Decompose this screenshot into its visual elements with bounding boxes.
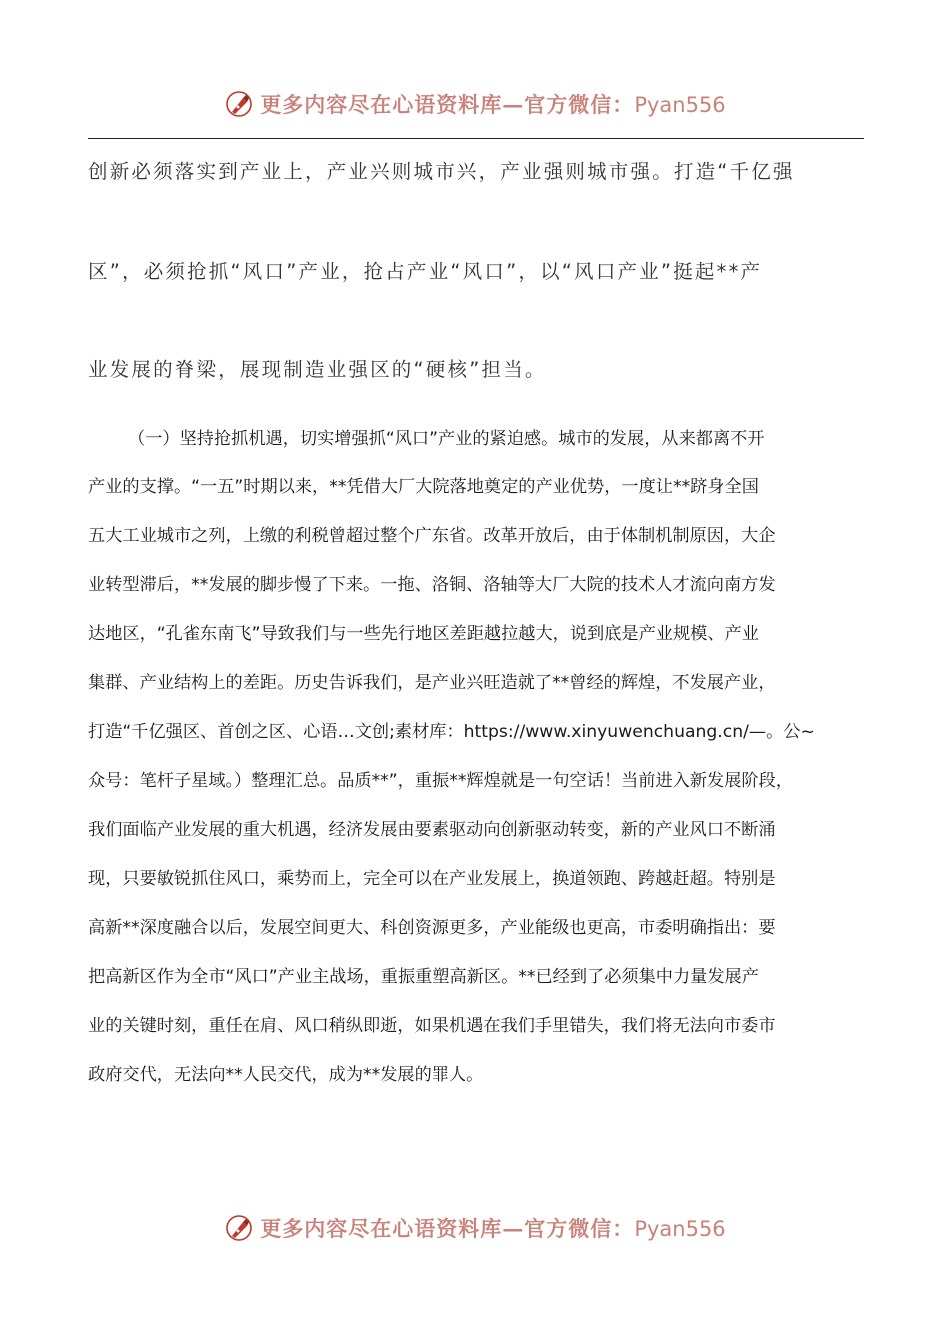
body-line: 打造“千亿强区、首创之区、心语…文创;素材库：https://www.xinyuwenchuang.cn/—。公~: [88, 722, 815, 742]
body-line: 政府交代，无法向**人民交代，成为**发展的罪人。: [88, 1065, 484, 1085]
body-line: 我们面临产业发展的重大机遇，经济发展由要素驱动向创新驱动转变，新的产业风口不断涌: [88, 820, 776, 840]
body-line: 集群、产业结构上的差距。历史告诉我们，是产业兴旺造就了**曾经的辉煌，不发展产业，: [88, 673, 776, 693]
header-divider: [88, 138, 864, 139]
body-line: 五大工业城市之列，上缴的利税曾超过整个广东省。改革开放后，由于体制机制原因，大企: [88, 526, 776, 546]
intro-line: 业发展的脊梁，展现制造业强区的“硬核”担当。: [88, 358, 547, 381]
body-line: 现，只要敏锐抓住风口，乘势而上，完全可以在产业发展上，换道领跑、跨越赶超。特别是: [88, 869, 776, 889]
wechat-id: Pyan556: [634, 1217, 726, 1241]
body-line: 业的关键时刻，重任在肩、风口稍纵即逝，如果机遇在我们手里错失，我们将无法向市委市: [88, 1016, 776, 1036]
footer-banner: [0, 1208, 950, 1248]
body-line: 产业的支撑。“一五”时期以来，**凭借大厂大院落地奠定的产业优势，一度让**跻身全国: [88, 477, 759, 497]
body-line: 高新**深度融合以后，发展空间更大、科创资源更多，产业能级也更高，市委明确指出：要: [88, 918, 776, 938]
intro-line: 区”，必须抢抓“风口”产业，抢占产业“风口”，以“风口产业”挺起**产: [88, 260, 763, 283]
intro-line: 创新必须落实到产业上，产业兴则城市兴，产业强则城市强。打造“千亿强: [88, 160, 795, 183]
header-banner: [0, 84, 950, 124]
banner-text: 更多内容尽在心语资料库—官方微信：Pyan556: [260, 1216, 726, 1241]
body-line: 众号：笔杆子星域。）整理汇总。品质**”，重振**辉煌就是一句空话！当前进入新发展阶段，: [88, 771, 793, 791]
body-line: （一）坚持抢抓机遇，切实增强抓“风口”产业的紧迫感。城市的发展，从来都离不开: [128, 429, 765, 449]
wechat-id: Pyan556: [634, 93, 726, 117]
body-line: 把高新区作为全市“风口”产业主战场，重振重塑高新区。**已经到了必须集中力量发展产: [88, 967, 759, 987]
pen-nib-logo-icon: [224, 89, 254, 119]
body-line: 业转型滞后，**发展的脚步慢了下来。一拖、洛铜、洛轴等大厂大院的技术人才流向南方发: [88, 575, 776, 595]
body-line: 达地区，“孔雀东南飞”导致我们与一些先行地区差距越拉越大，说到底是产业规模、产业: [88, 624, 759, 644]
banner-text: 更多内容尽在心语资料库—官方微信：Pyan556: [260, 92, 726, 117]
pen-nib-logo-icon: [224, 1213, 254, 1243]
